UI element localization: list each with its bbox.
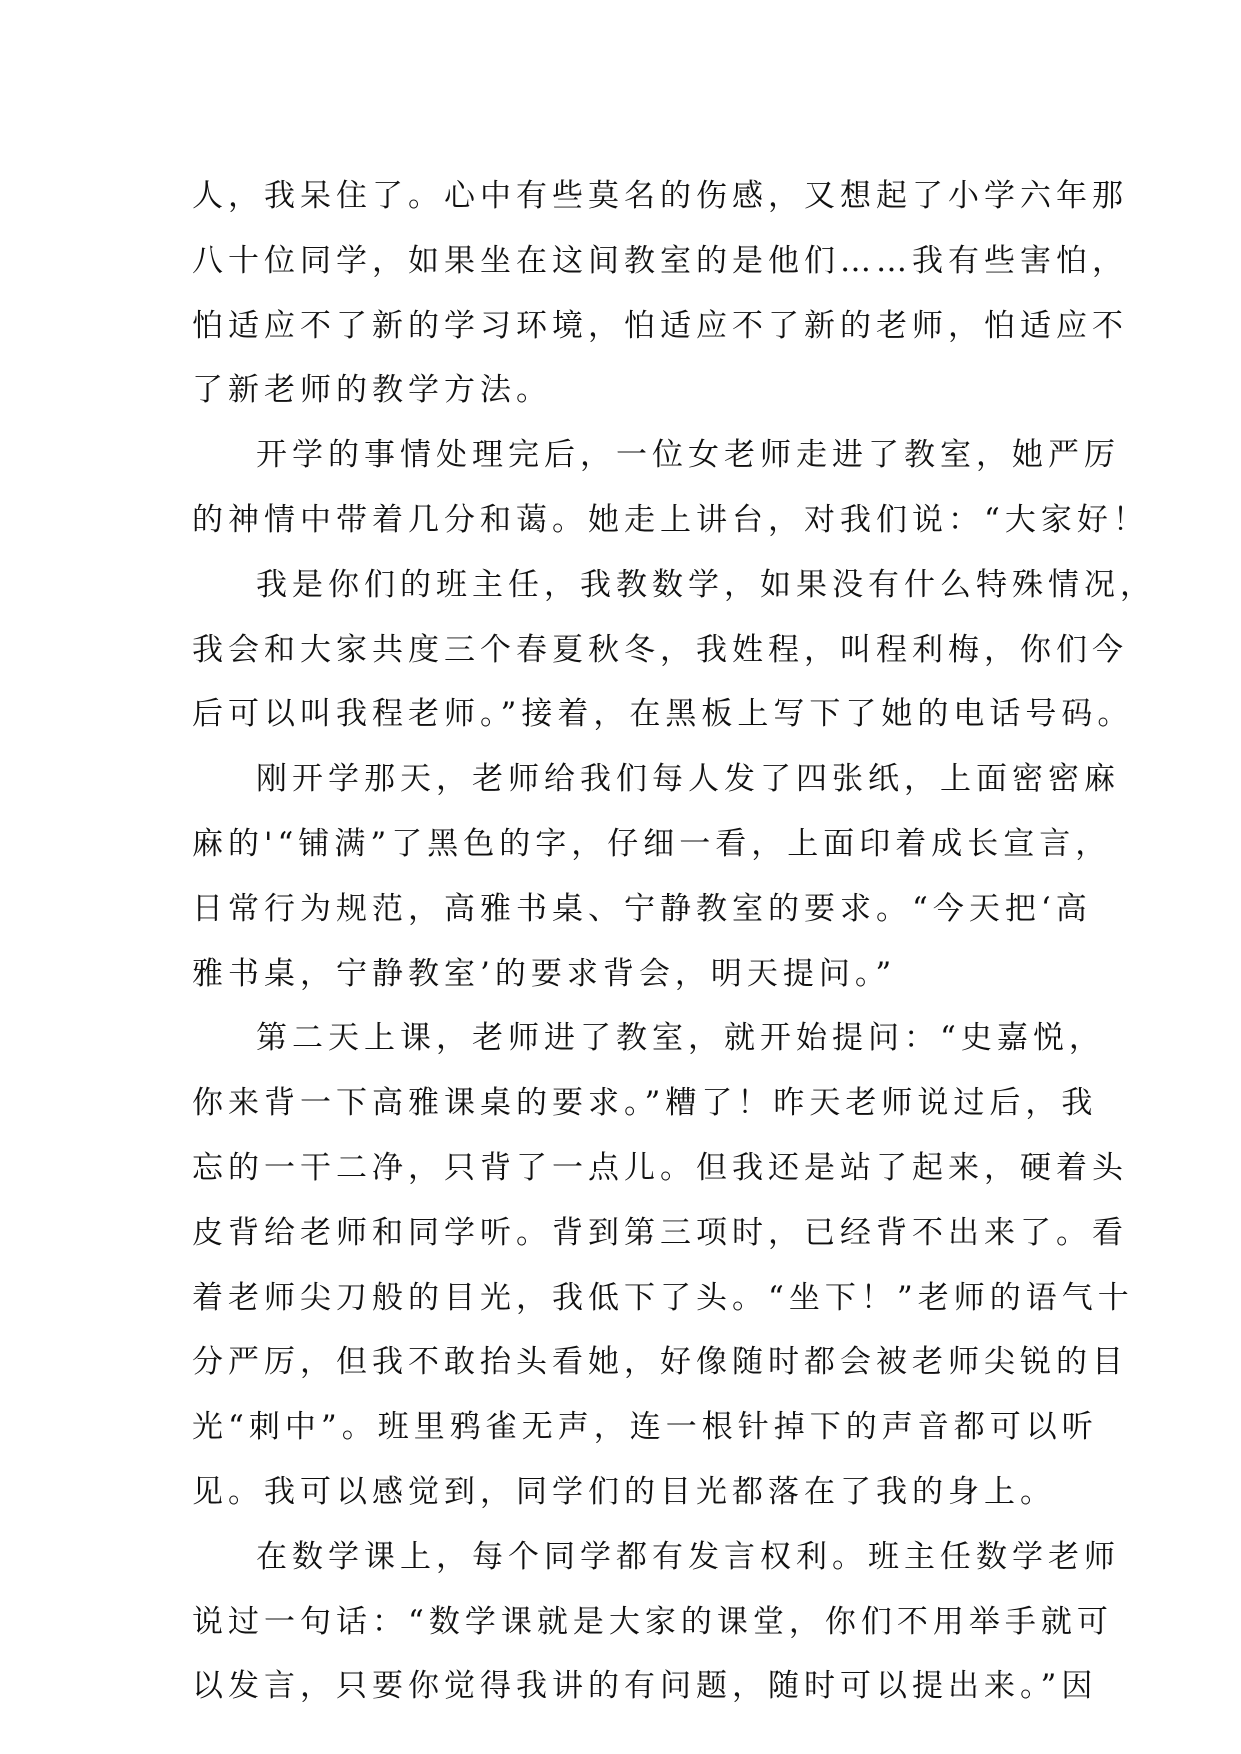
text-line: 的神情中带着几分和蔼。她走上讲台，对我们说：“大家好！ [192,501,1149,538]
text-line: 开学的事情处理完后，一位女老师走进了教室，她严厉 [256,437,1120,474]
text-line: 在数学课上，每个同学都有发言权利。班主任数学老师 [256,1538,1120,1575]
text-line: 我是你们的班主任，我教数学，如果没有什么特殊情况， [256,566,1156,603]
text-line: 人，我呆住了。心中有些莫名的伤感，又想起了小学六年那 [192,178,1128,214]
text-line: 皮背给老师和同学听。背到第三项时，已经背不出来了。看 [192,1214,1128,1251]
text-line: 我会和大家共度三个春夏秋冬，我姓程，叫程利梅，你们今 [192,631,1128,668]
text-line: 见。我可以感觉到，同学们的目光都落在了我的身上。 [192,1473,1056,1510]
text-line: 第二天上课，老师进了教室，就开始提问：“史嘉悦， [256,1020,1105,1057]
text-line: 着老师尖刀般的目光，我低下了头。“坐下！”老师的语气十 [192,1279,1134,1316]
text-line: 了新老师的教学方法。 [192,372,552,409]
text-line: 日常行为规范，高雅书桌、宁静教室的要求。“今天把‘高 [192,890,1092,927]
text-line: 说过一句话：“数学课就是大家的课堂，你们不用举手就可 [192,1603,1113,1640]
body-text [192,164,1156,1719]
text-line: 你来背一下高雅课桌的要求。”糟了！昨天老师说过后，我 [192,1085,1098,1122]
text-line: 分严厉，但我不敢抬头看她，好像随时都会被老师尖锐的目 [192,1344,1128,1381]
text-line: 雅书桌，宁静教室’的要求背会，明天提问。” [192,955,897,992]
text-line: 后可以叫我程老师。”接着，在黑板上写下了她的电话号码。 [192,696,1134,733]
text-line: 麻的'“铺满”了黑色的字，仔细一看，上面印着成长宣言， [192,825,1112,862]
text-line: 八十位同学，如果坐在这间教室的是他们……我有些害怕， [192,242,1128,279]
text-line: 忘的一干二净，只背了一点儿。但我还是站了起来，硬着头 [192,1149,1128,1186]
text-line: 以发言，只要你觉得我讲的有问题，随时可以提出来。”因 [192,1668,1098,1705]
text-line: 怕适应不了新的学习环境，怕适应不了新的老师，怕适应不 [192,307,1128,344]
text-line: 刚开学那天，老师给我们每人发了四张纸，上面密密麻 [256,761,1120,798]
text-line: 光“刺中”。班里鸦雀无声，连一根针掉下的声音都可以听 [192,1409,1098,1446]
